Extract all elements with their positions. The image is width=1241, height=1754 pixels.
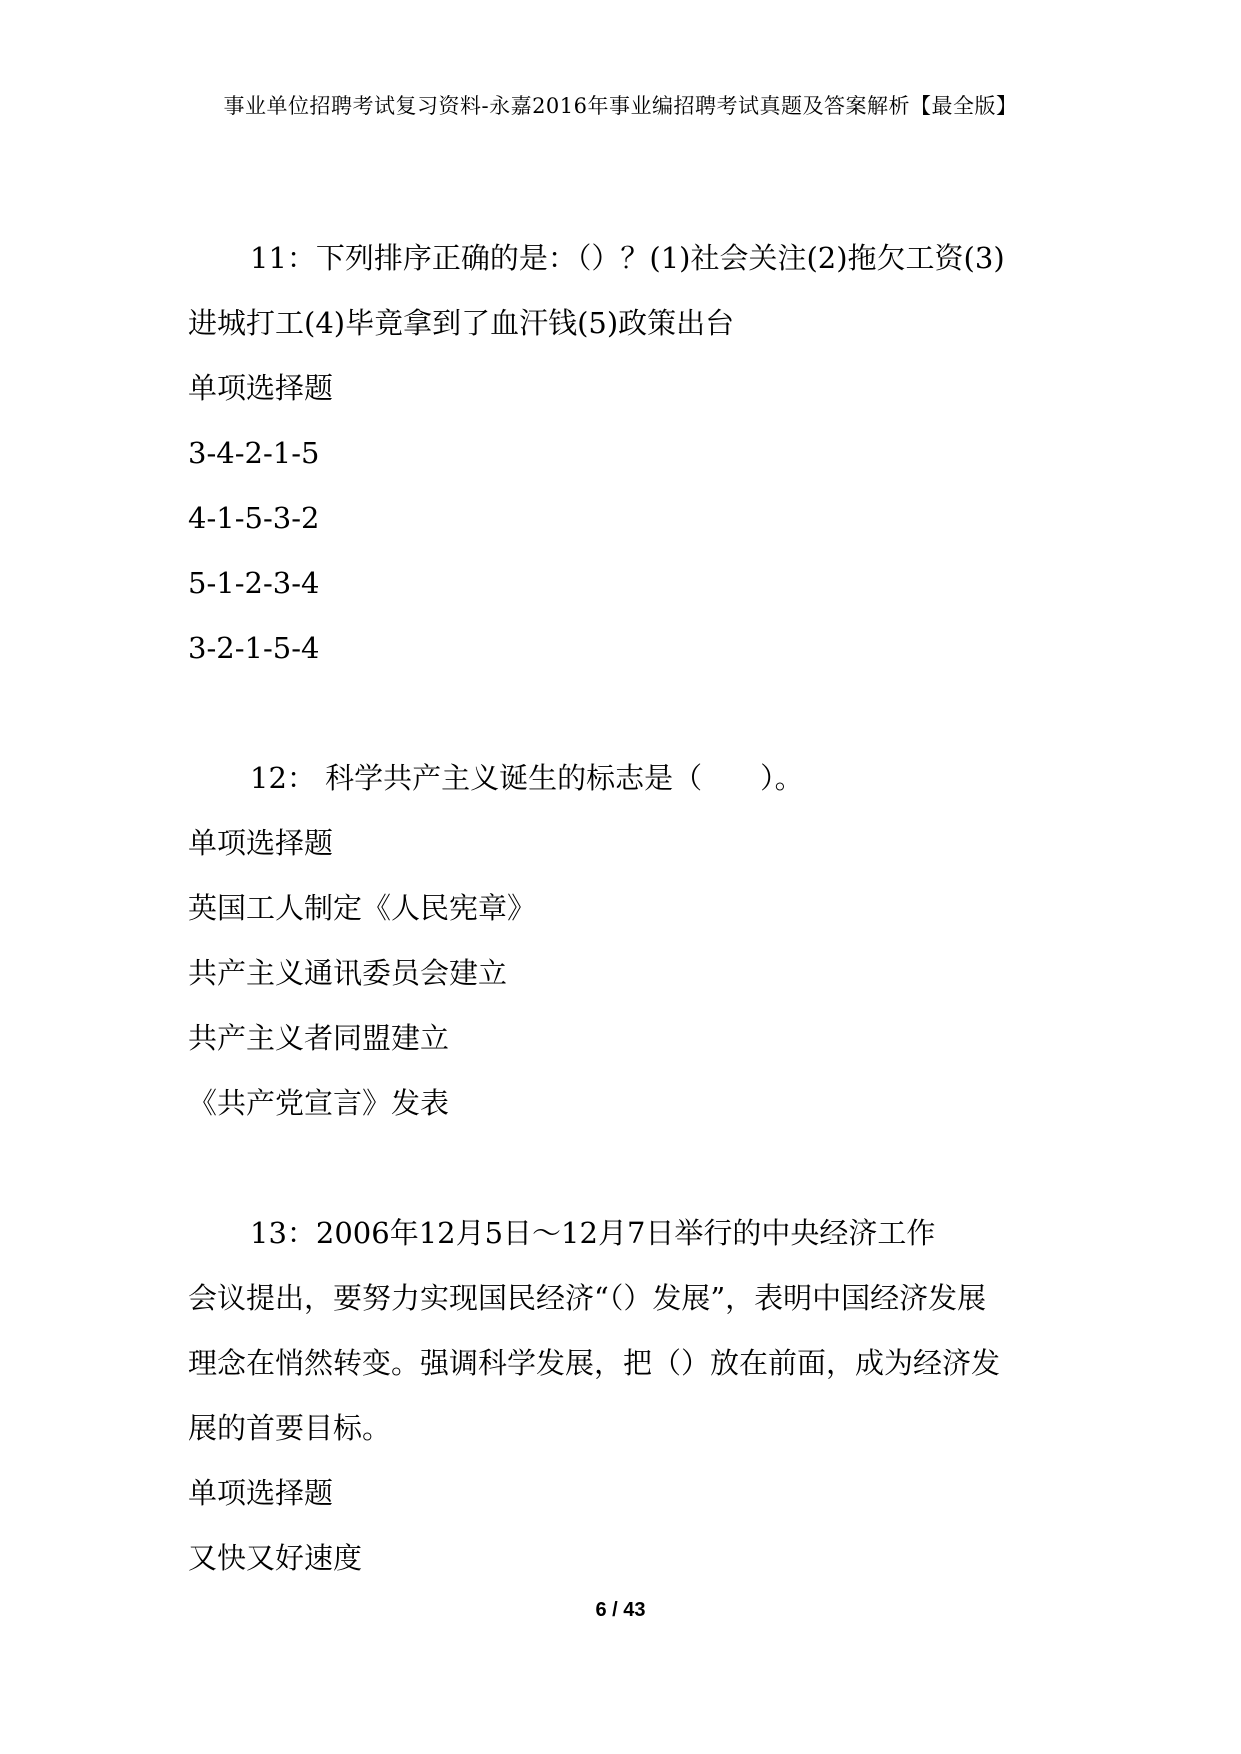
page-header: 事业单位招聘考试复习资料-永嘉2016年事业编招聘考试真题及答案解析【最全版】 — [223, 94, 1018, 118]
question-13 — [188, 1201, 1058, 1591]
page-number: 6 / 43 — [595, 1599, 646, 1621]
answer-option: 共产主义通讯委员会建立 — [188, 956, 508, 990]
document-body — [188, 226, 1058, 1591]
question-type: 单项选择题 — [188, 1476, 334, 1510]
question-12 — [188, 746, 1058, 1136]
answer-option: 4-1-5-3-2 — [188, 501, 320, 535]
answer-option: 又快又好速度 — [188, 1541, 363, 1575]
question-text-line: 展的首要目标。 — [188, 1411, 392, 1445]
answer-option: 《共产党宣言》发表 — [188, 1086, 450, 1120]
answer-option: 共产主义者同盟建立 — [188, 1021, 450, 1055]
answer-option: 英国工人制定《人民宪章》 — [188, 891, 537, 925]
question-type: 单项选择题 — [188, 371, 334, 405]
spacer — [188, 681, 1058, 746]
question-text-line: 11：下列排序正确的是：（）？(1)社会关注(2)拖欠工资(3) — [250, 241, 1005, 275]
question-text-line: 12： 科学共产主义诞生的标志是（ ）。 — [250, 761, 804, 795]
spacer — [188, 1136, 1058, 1201]
answer-option: 3-4-2-1-5 — [188, 436, 320, 470]
question-text-line: 进城打工(4)毕竟拿到了血汗钱(5)政策出台 — [188, 306, 735, 340]
answer-option: 3-2-1-5-4 — [188, 631, 320, 665]
question-text-line: 13：2006年12月5日～12月7日举行的中央经济工作 — [250, 1216, 936, 1250]
answer-option: 5-1-2-3-4 — [188, 566, 320, 600]
question-text-line: 理念在悄然转变。强调科学发展，把（）放在前面，成为经济发 — [188, 1346, 1001, 1380]
question-11 — [188, 226, 1058, 681]
question-type: 单项选择题 — [188, 826, 334, 860]
question-text-line: 会议提出，要努力实现国民经济“（）发展”，表明中国经济发展 — [188, 1281, 987, 1315]
